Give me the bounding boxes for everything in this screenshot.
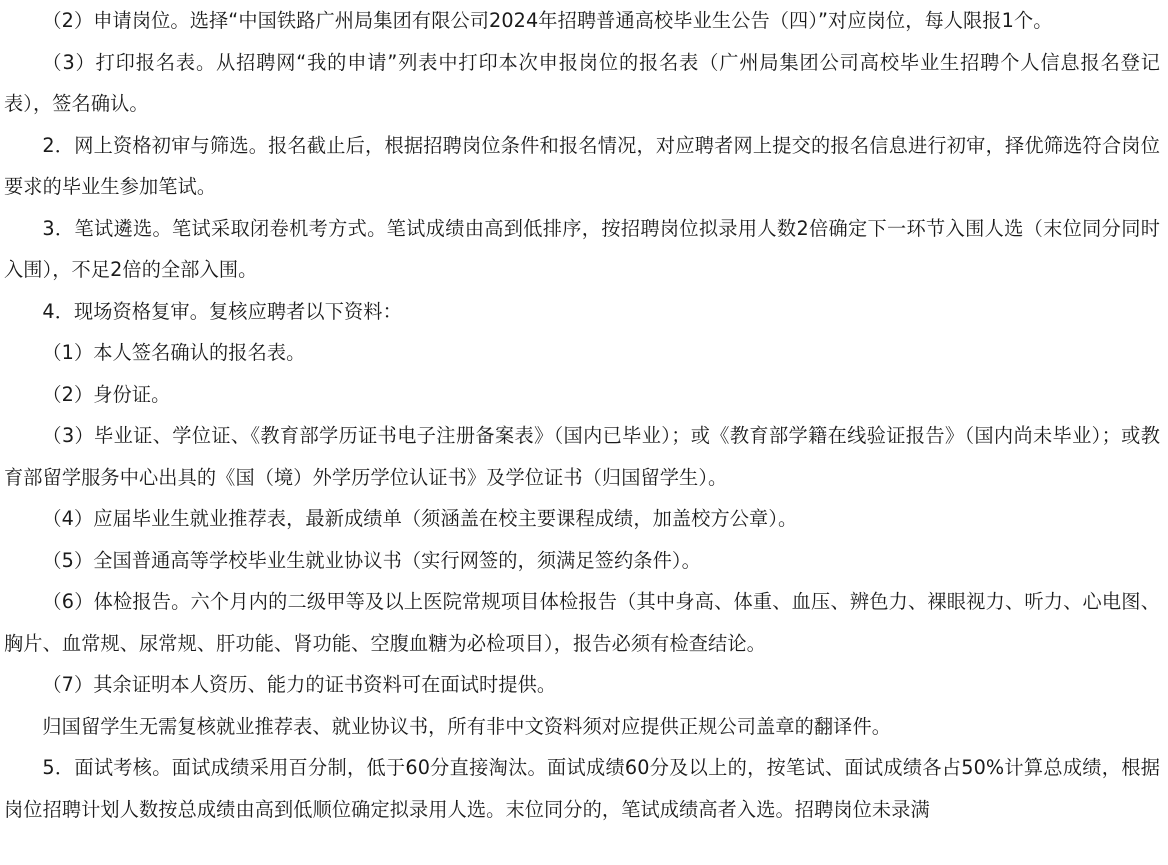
- paragraph-written-test: 3．笔试遴选。笔试采取闭卷机考方式。笔试成绩由高到低排序，按招聘岗位拟录用人数2倍确定下一环节入围人选（末位同分同时入围），不足2倍的全部入围。: [4, 216, 1160, 281]
- paragraph-online-review: 2．网上资格初审与筛选。报名截止后，根据招聘岗位条件和报名情况，对应聘者网上提交的报名信息进行初审，择优筛选符合岗位要求的毕业生参加笔试。: [4, 133, 1160, 198]
- paragraph-medical-report: （6）体检报告。六个月内的二级甲等及以上医院常规项目体检报告（其中身高、体重、血压、辨色力、裸眼视力、听力、心电图、胸片、血常规、尿常规、肝功能、肾功能、空腹血糖为必检项目），报告必须有检查结论。: [4, 590, 1160, 655]
- paragraph-diplomas: （3）毕业证、学位证、《教育部学历证书电子注册备案表》（国内已毕业）；或《教育部学籍在线验证报告》（国内尚未毕业）；或教育部留学服务中心出具的《国（境）外学历学位认证书》及学位证书（归国留学生）。: [4, 424, 1160, 489]
- paragraph-print-form: （3）打印报名表。从招聘网“我的申请”列表中打印本次申报岗位的报名表（广州局集团公司高校毕业生招聘个人信息报名登记表），签名确认。: [4, 50, 1160, 115]
- paragraph-apply-position: （2）申请岗位。选择“中国铁路广州局集团有限公司2024年招聘普通高校毕业生公告（四）”对应岗位，每人限报1个。: [42, 9, 1053, 32]
- paragraph-returnees-note: 归国留学生无需复核就业推荐表、就业协议书，所有非中文资料须对应提供正规公司盖章的翻译件。: [42, 714, 892, 738]
- paragraph-employment-agreement: （5）全国普通高等学校毕业生就业协议书（实行网签的，须满足签约条件）。: [42, 548, 701, 572]
- paragraph-id-card: （2）身份证。: [42, 382, 171, 406]
- paragraph-other-certificates: （7）其余证明本人资历、能力的证书资料可在面试时提供。: [42, 673, 557, 696]
- paragraph-signed-form: （1）本人签名确认的报名表。: [42, 341, 306, 364]
- paragraph-recommendation: （4）应届毕业生就业推荐表，最新成绩单（须涵盖在校主要课程成绩，加盖校方公章）。: [42, 507, 798, 530]
- paragraph-interview: 5．面试考核。面试成绩采用百分制，低于60分直接淘汰。面试成绩60分及以上的，按笔试、面试成绩各占50%计算总成绩，根据岗位招聘计划人数按总成绩由高到低顺位确定拟录用人选。末位同分的，笔试成绩高者入选。招聘岗位未录满: [4, 756, 1160, 821]
- paragraph-onsite-review: 4．现场资格复审。复核应聘者以下资料：: [42, 299, 402, 323]
